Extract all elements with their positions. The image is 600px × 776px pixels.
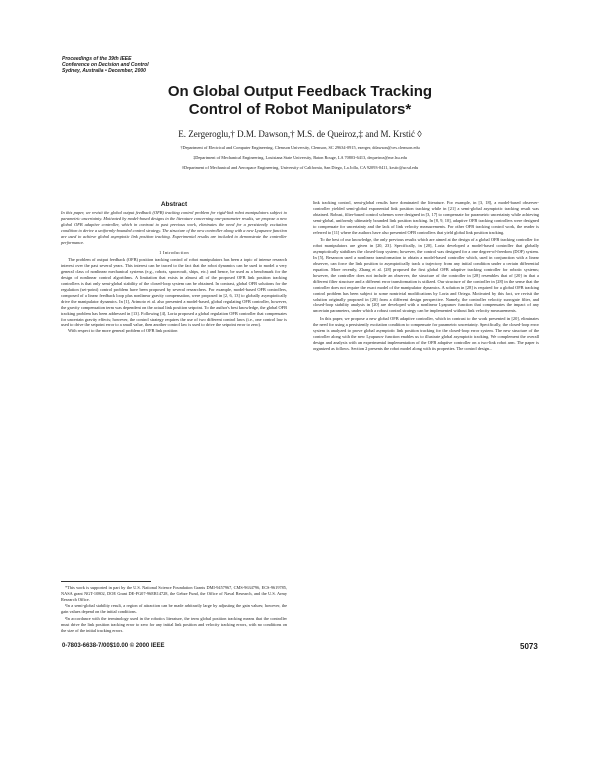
proceedings-line-2: Conference on Decision and Control [62, 62, 149, 68]
footnote-3: ²In accordance with the terminology used in the robotics literature, the term global position tracking means that the controller must drive the link position tracking error to zero for any initial link position and velocity tracking errors, with no conditions on the size of the initial tracking errors. [61, 615, 287, 633]
intro-paragraph-1: The problem of output feedback (OFB) position tracking control of robot manipulators has been a topic of intense research interest over the past several years. This interest can be traced to the fact that the robot dynamics can be used to model a very general class of nonlinear mechanical systems (e.g., robots, spacecraft, ships, etc.) and hence, be used as a benchmark for the design of nonlinear control algorithms. A limitation that exists in almost all of the proposed OFB link position tracking controllers is that only semi-global stability of the closed-loop system can be obtained. In contrast, global OFB solutions for the regulation (set-point) control problem have been proposed by several researchers. For example, model-based OFB controllers, composed of a linear feedback loop plus nonlinear gravity compensation, were proposed in [2, 6, 13] to globally asymptotically drive the manipulator dynamics. In [1], Arimoto et al. also presented a model-based, global regulating OFB controller, however, the gravity compensation term was dependent on the actual link position setpoint. To the author's best knowledge, the global OFB tracking problem has been addressed in [13]. Following [4], Loria proposed a global regulation OFB controller that compensates for uncertain gravity effects; however, the control strategy requires the use of two different control laws (i.e., one control law is used to drive the setpoint error to a small value, then another control law is used to drive the setpoint error to zero). [61, 257, 287, 328]
affiliation-1: †Department of Electrical and Computer Engineering, Clemson University, Clemson, SC 29634-0915, ezerger, ddawson@ces.clemson.edu [180, 145, 420, 150]
intro-paragraph-2: With respect to the more general problem of OFB link position [68, 328, 178, 334]
page-number: 5073 [520, 642, 538, 651]
footnote-2: ¹In a semi-global stability result, a region of attraction can be made arbitrarily large by adjusting the gain values; however, the gain values depend on the initial conditions. [61, 603, 287, 615]
affiliation-3: ◊Department of Mechanical and Aerospace Engineering, University of California, San Diego, La Jolla, CA 92093-0411, krstic@ucsd.edu [181, 165, 419, 170]
copyright-code: 0-7803-6638-7/00$10.00 © 2000 IEEE [62, 643, 165, 649]
footnotes [61, 585, 287, 634]
title-line-2: Control of Robot Manipulators* [188, 101, 412, 118]
title-line-1: On Global Output Feedback Tracking [167, 83, 433, 100]
affiliations [60, 143, 540, 173]
abstract-text: In this paper, we revisit the global output feedback (OFB) tracking control problem for rigid-link robot manipulators subject to parametric uncertainty. Motivated by model-based designs in the literature concerning one-parameter results, we propose a new global OFB adaptive controller, which in contrast to past previous work, eliminates the need for a persistently excitation condition to derive a uniformly-bounded control strategy. The structure of the new controller along with a new Lyapunov function are used to achieve global asymptotic link position tracking. Experimental results are included to demonstrate the controller performance. [61, 210, 287, 245]
abstract-heading: Abstract [160, 201, 188, 208]
footnote-1: *This work is supported in part by the U.S. National Science Foundation Grants DMI-9457967, CMS-9634796, ECS-9619785, NASA grant NGT-10802, DOE Grant DE-FG07-96ER14728, the Gebze Fund, the Office of Naval Research, and the U.S. Army Research Office. [61, 585, 287, 602]
right-paragraph-1: link tracking control, semi-global results have dominated the literature. For example, in [3, 18], a model-based observer-controller yielded semi-global exponential link position tracking while in [21] a semi-global asymptotic tracking result was obtained. Robust, filter-based control schemes were designed in [3, 17] to compensate for parametric uncertainty while achieving semi-global, uniformly ultimately bounded link position tracking. In [8, 9, 10], adaptive OFB tracking controllers were designed to compensate for uncertainty and the lack of link velocity measurements. For other OFB tracking control work, the reader is referred to [11] where the authors have also presented OFB controllers that yield global link position tracking. [313, 200, 539, 235]
proceedings-line-3: Sydney, Australia • December, 2000 [62, 68, 146, 74]
right-column [313, 200, 539, 352]
introduction-body [61, 257, 287, 334]
section-heading-introduction: 1 Introduction [159, 250, 189, 256]
proceedings-header [62, 56, 262, 74]
paper-title [60, 83, 540, 119]
affiliation-2: ‡Department of Mechanical Engineering, Louisiana State University, Baton Rouge, LA 70803-6413, dequeiroz@me.lsu.edu [193, 155, 407, 160]
right-column-body [313, 200, 539, 352]
author-list: E. Zergeroglu,† D.M. Dawson,† M.S. de Queiroz,‡ and M. Krstić ◊ [178, 129, 422, 139]
footnote-rule [61, 581, 151, 582]
right-paragraph-2: To the best of our knowledge, the only previous results which are aimed at the design of a global OFB tracking controller for robot manipulators are given in [20, 23]. Specifically, in [20], Loria developed a model-based controller that globally asymptotically stabilizes the closed-loop system; however, the control was designed for a one degree-of-freedom (DOF) system. In [5], Besancon used a nonlinear transformation to obtain a model-based controller which, used in conjunction with a linear observer, can force the link position to asymptotically track a trajectory from any initial condition under a certain differential equation. More recently, Zhang et al. [28] proposed the first global OFB adaptive tracking controller for robotic systems; however, the controller does not include an observer, the structure of the controller in [28] resembles that of [20] in that a different filter structure and a different error transformation is utilized. Our structure of the controller in [28] in the sense that the controller does not require the exact model of the manipulator dynamics. A solution in [28] is required for a global OFB tracking control problem has been subject to some nontrivial modifications by Loria and Ortega. Motivated by this fact, we revisit the solution originally proposed in [20] from a different design perspective. Namely, the controller velocity surrogate filter, and closed-loop stability analysis in [20] are developed with a nonlinear Lyapunov function that compensates the impact of any uncertain parameters, under which a robust control strategy can be implemented without link velocity measurements. [313, 237, 539, 314]
left-column [61, 200, 287, 334]
right-paragraph-3: In this paper, we propose a new global OFB adaptive controller, which in contrast to the work presented in [20], eliminates the need for using a persistently excitation condition to compensate for parametric uncertainty. Specifically, the closed-loop error system is analyzed to prove global asymptotic link position tracking for the closed-loop error system. The new structure of the controller along with the new Lyapunov function enables us to illustrate global asymptotic tracking. We complement the overall design and analysis with an experimental implementation of the OFB adaptive controller on a two-link robot arm. The paper is organized as follows. Section 2 presents the robot model along with its properties. The control design... [313, 316, 539, 351]
proceedings-line-1: Proceedings of the 39th IEEE [62, 56, 132, 62]
